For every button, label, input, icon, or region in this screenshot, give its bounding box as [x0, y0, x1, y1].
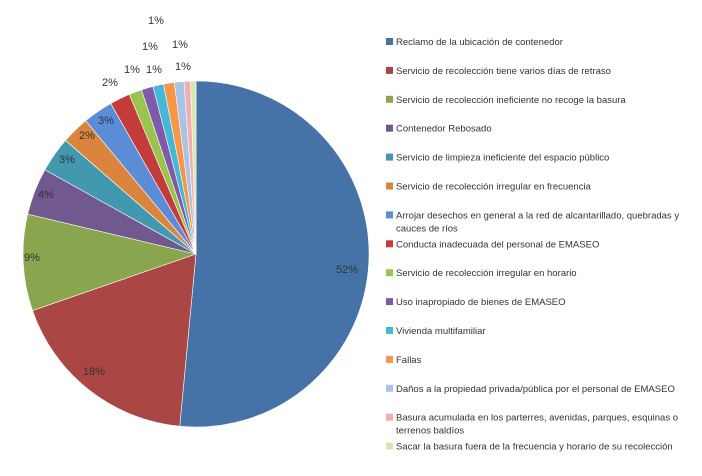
legend-swatch-5 — [386, 154, 393, 161]
data-label-6: 2% — [79, 130, 95, 142]
data-label-15: 1% — [175, 61, 191, 73]
legend-swatch-1 — [386, 38, 393, 45]
legend-swatch-15 — [386, 443, 393, 450]
legend-label-2: Servicio de recolección tiene varios días de retraso — [396, 65, 611, 77]
legend-label-6: Servicio de recolección irregular en frecuencia — [396, 181, 591, 193]
legend-label-10: Uso inapropiado de bienes de EMASEO — [396, 297, 566, 309]
legend-label-13: Daños a la propiedad privada/pública por el personal de EMASEO — [396, 383, 675, 395]
legend-label-1: Reclamo de la ubicación de contenedor — [396, 37, 563, 48]
legend-swatch-11 — [386, 327, 393, 334]
data-label-2: 18% — [82, 366, 106, 378]
data-label-9: 1% — [124, 64, 140, 76]
data-label-8: 2% — [102, 77, 118, 89]
legend-swatch-13 — [386, 385, 393, 392]
data-label-10: 1% — [142, 41, 158, 53]
data-label-13: 1% — [148, 15, 164, 27]
legend-label-7-line-2: cauces de ríos — [396, 223, 458, 235]
legend-swatch-6 — [386, 183, 393, 190]
legend-label-12: Fallas — [396, 354, 422, 366]
pie-slices — [23, 81, 369, 427]
legend-label-11: Vivienda multifamiliar — [396, 326, 486, 337]
legend-label-8: Conducta inadecuada del personal de EMASEO — [396, 239, 600, 251]
legend-swatch-2 — [386, 67, 393, 74]
data-label-3: 9% — [24, 252, 40, 264]
legend-label-9: Servicio de recolección irregular en horario — [396, 268, 577, 280]
legend-label-14-line-2: terrenos baldíos — [396, 425, 465, 437]
data-label-11: 1% — [146, 64, 162, 76]
data-label-7: 3% — [98, 115, 114, 127]
legend-swatch-10 — [386, 298, 393, 305]
data-label-1: 52% — [335, 264, 359, 276]
legend-label-4: Contenedor Rebosado — [396, 123, 492, 135]
legend-label-14-line-1: Basura acumulada en los parterres, avenidas, parques, esquinas o — [396, 412, 679, 424]
legend-swatch-9 — [386, 269, 393, 276]
data-label-5: 3% — [59, 154, 75, 166]
legend-swatch-12 — [386, 356, 393, 363]
legend-label-15: Sacar la basura fuera de la frecuencia y horario de su recolección — [396, 441, 673, 453]
legend-swatch-4 — [386, 125, 393, 132]
legend-swatch-3 — [386, 96, 393, 103]
legend-swatch-7 — [386, 211, 393, 218]
legend-label-3: Servicio de recolección ineficiente no recoge la basura — [396, 94, 626, 106]
legend-label-5: Servicio de limpieza ineficiente del espacio público — [396, 152, 610, 164]
legend-swatch-8 — [386, 240, 393, 247]
data-label-12: 1% — [172, 39, 188, 51]
data-label-4: 4% — [38, 189, 54, 201]
legend-swatch-14 — [386, 414, 393, 421]
legend-label-7-line-1: Arrojar desechos en general a la red de alcantarillado, quebradas y — [396, 210, 680, 222]
